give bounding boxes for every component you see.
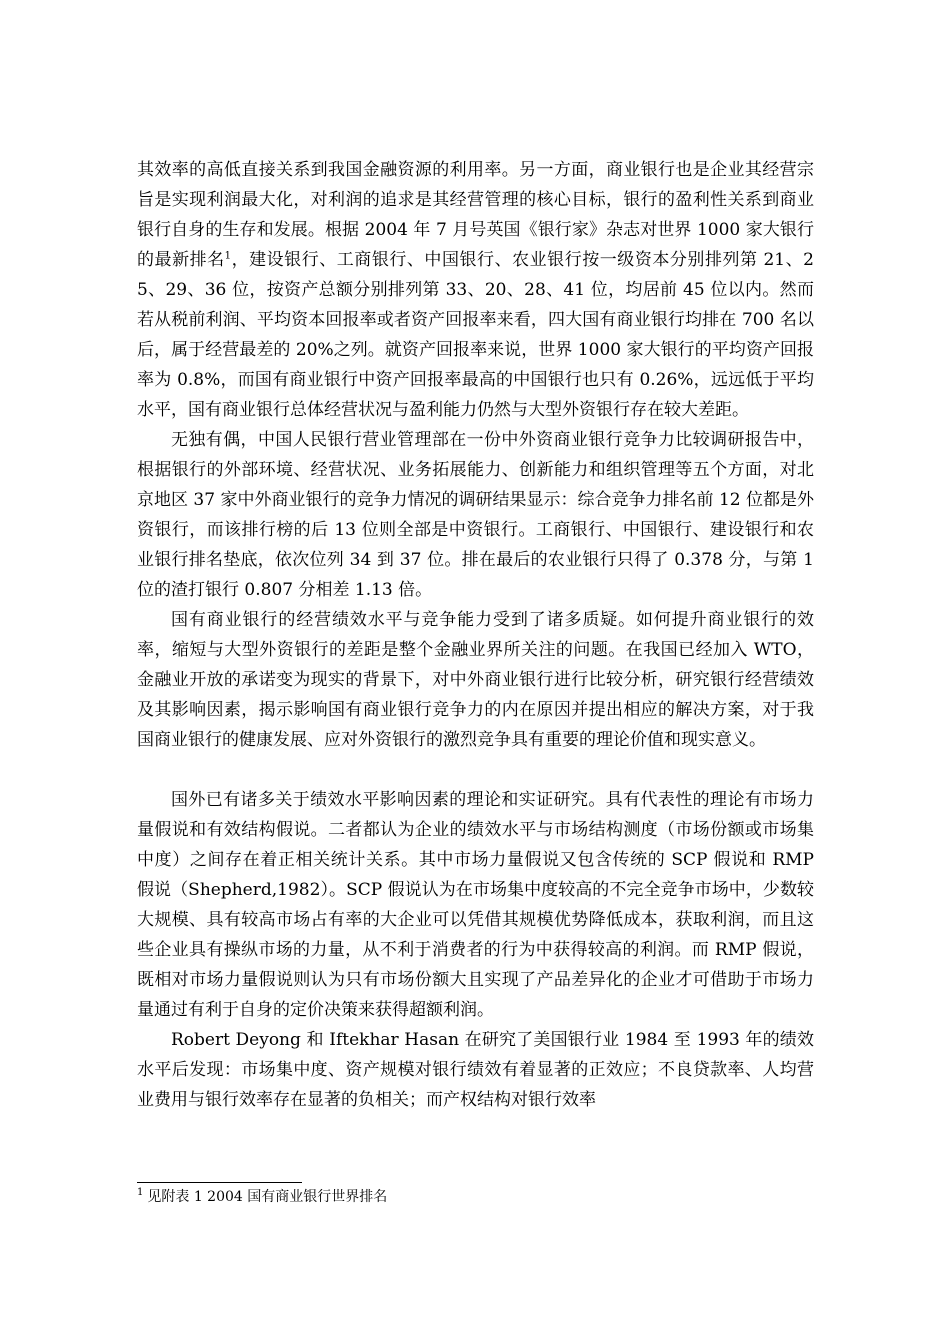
paragraph-1-part-2: ，建设银行、工商银行、中国银行、农业银行按一级资本分别排列第 21、25、29、36 位，按资产总额分别排列第 33、20、28、41 位，均居前 45 位以内。然而若从税前利润、平均资本回报率或者资产回报率来看，四大国有商业银行均排在 700 名以后，属于经营最差的 20%之列。就资产回报率来说，世界 1000 家大银行的平均资产回报率为 0.8%，而国有商业银行中资产回报率最高的中国银行也只有 0.26%，远远低于平均水平，国有商业银行总体经营状况与盈利能力仍然与大型外资银行存在较大差距。 [137, 250, 815, 420]
paragraph-5: Robert Deyong 和 Iftekhar Hasan 在研究了美国银行业 1984 至 1993 年的绩效水平后发现：市场集中度、资产规模对银行绩效有着显著的正效应；不良贷款率、人均营业费用与银行效率存在显著的负相关；而产权结构对银行效率 [137, 1030, 814, 1110]
body-text [137, 155, 814, 1115]
paragraph-1-part-1: 其效率的高低直接关系到我国金融资源的利用率。另一方面，商业银行也是企业其经营宗旨是实现利润最大化，对利润的追求是其经营管理的核心目标，银行的盈利性关系到商业银行自身的生存和发展。根据 2004 年 7 月号英国《银行家》杂志对世界 1000 家大银行的最新排名 [137, 160, 814, 270]
paragraph-gap [137, 755, 814, 785]
paragraph-1 [137, 155, 814, 425]
footnote [137, 1186, 814, 1208]
paragraph-2: 无独有偶，中国人民银行营业管理部在一份中外资商业银行竞争力比较调研报告中，根据银行的外部环境、经营状况、业务拓展能力、创新能力和组织管理等五个方面，对北京地区 37 家中外商业银行的竞争力情况的调研结果显示：综合竞争力排名前 12 位都是外资银行，而该排行榜的后 13 位则全部是中资银行。工商银行、中国银行、建设银行和农业银行排名垫底，依次位列 34 到 37 位。排在最后的农业银行只得了 0.378 分，与第 1 位的渣打银行 0.807 分相差 1.13 倍。 [137, 430, 814, 600]
footnote-mark: 1 [137, 1187, 144, 1199]
footnote-reference: 1 [224, 250, 232, 262]
paragraph-4: 国外已有诸多关于绩效水平影响因素的理论和实证研究。具有代表性的理论有市场力量假说和有效结构假说。二者都认为企业的绩效水平与市场结构测度（市场份额或市场集中度）之间存在着正相关统计关系。其中市场力量假说又包含传统的 SCP 假说和 RMP 假说（Shepherd,1982）。SCP 假说认为在市场集中度较高的不完全竞争市场中，少数较大规模、具有较高市场占有率的大企业可以凭借其规模优势降低成本，获取利润，而且这些企业具有操纵市场的力量，从不利于消费者的行为中获得较高的利润。而 RMP 假说，既相对市场力量假说则认为只有市场份额大且实现了产品差异化的企业才可借助于市场力量通过有利于自身的定价决策来获得超额利润。 [137, 790, 814, 1020]
paragraph-3: 国有商业银行的经营绩效水平与竞争能力受到了诸多质疑。如何提升商业银行的效率，缩短与大型外资银行的差距是整个金融业界所关注的问题。在我国已经加入 WTO，金融业开放的承诺变为现实的背景下，对中外商业银行进行比较分析，研究银行经营绩效及其影响因素，揭示影响国有商业银行竞争力的内在原因并提出相应的解决方案，对于我国商业银行的健康发展、应对外资银行的激烈竞争具有重要的理论价值和现实意义。 [137, 610, 814, 750]
footnote-text: 见附表 1 2004 国有商业银行世界排名 [147, 1189, 388, 1205]
footnote-separator [137, 1182, 302, 1183]
